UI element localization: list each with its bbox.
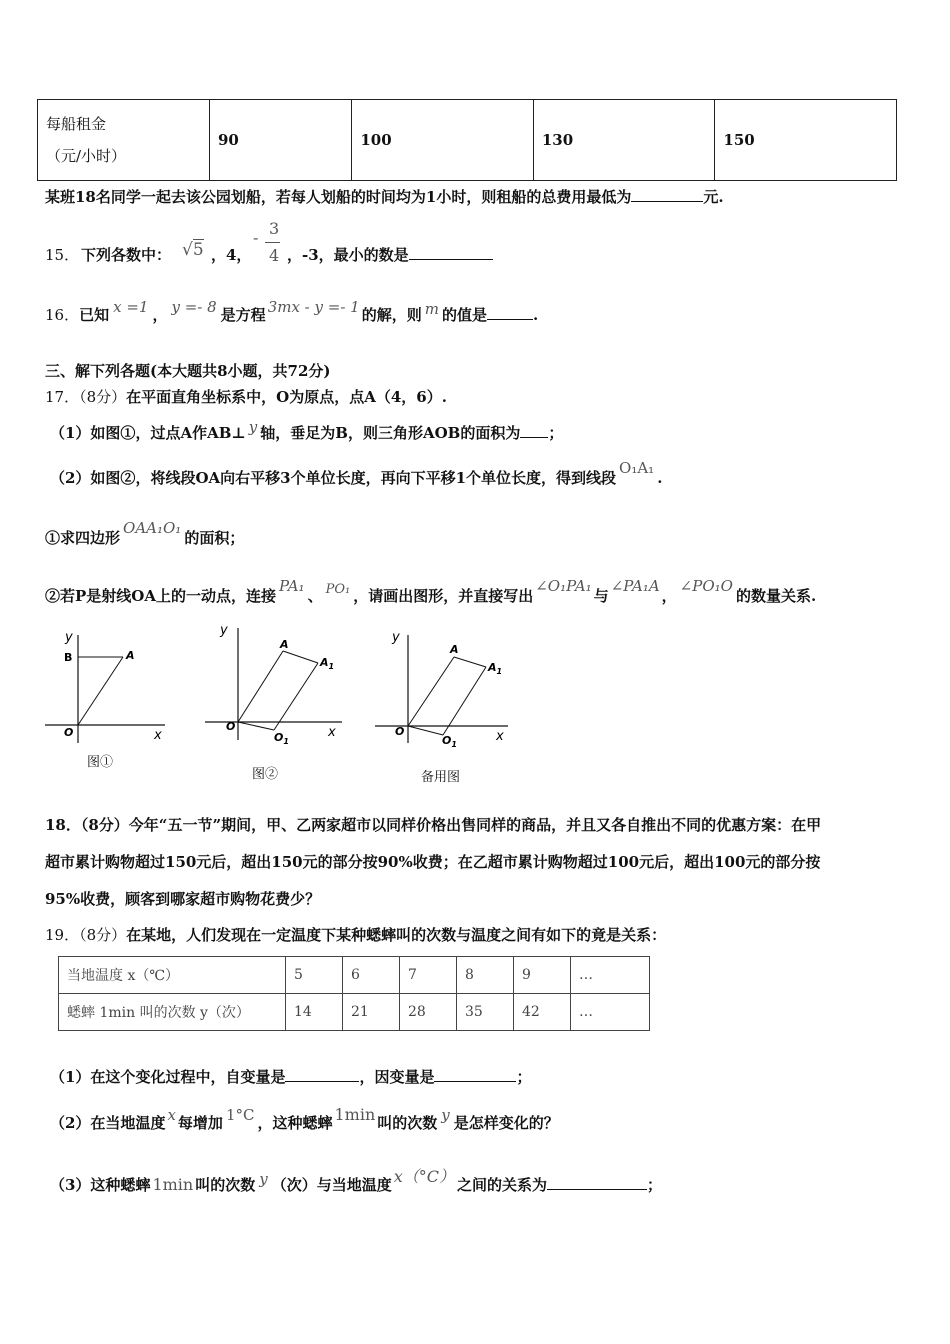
q19-p3-text3: （次）与当地温度 [271, 1176, 392, 1194]
q17-sub1 [45, 519, 245, 548]
q18-line1: 18．（8分）今年“五一节”期间，甲、乙两家超市以同样价格出售同样的商品，并且又各自推出不同的优惠方案：在甲 [45, 816, 822, 834]
rent-value: 90 [210, 100, 352, 181]
label-o1 [274, 731, 289, 746]
question-18 [45, 814, 821, 835]
table-cell: 14 [286, 994, 343, 1031]
q19-p2-text5: 是怎样变化的？ [453, 1114, 559, 1132]
sqrt-radicand: 5 [192, 240, 204, 260]
fraction-bar [265, 242, 280, 243]
q19-p2-text4: 叫的次数 [377, 1114, 438, 1132]
q16-mid2: 的解，则 [361, 306, 422, 324]
q16-period: . [532, 306, 539, 324]
table-cell: 21 [343, 994, 400, 1031]
q19-p3-text2: 叫的次数 [195, 1176, 256, 1194]
label-y: y [65, 630, 73, 645]
label-a1 [319, 656, 334, 671]
variable-y: y [259, 1170, 268, 1188]
table-row [38, 100, 897, 181]
table-cell: 35 [457, 994, 514, 1031]
label-x: x [328, 725, 336, 740]
label-x: x [496, 729, 504, 744]
label-o: O [395, 725, 405, 738]
label-a: A [450, 643, 459, 656]
q19-p3-text4: 之间的关系为 [457, 1176, 548, 1194]
row-label: 当地温度 x（℃） [59, 957, 286, 994]
q19-p3-end: ； [647, 1176, 663, 1194]
label-o1-sub: 1 [451, 740, 457, 749]
angle-o1pa1: ∠O₁PA₁ [535, 577, 592, 595]
answer-blank [631, 187, 703, 202]
segment-oa [408, 657, 454, 726]
rent-header-cell [38, 100, 210, 181]
q19-part1 [50, 1066, 531, 1087]
label-a1 [487, 661, 502, 676]
angle-po1o: ∠PO₁O [679, 577, 733, 595]
variable-x: x [167, 1106, 176, 1124]
question-16 [45, 298, 539, 325]
q15-sep1: ，4， [211, 246, 252, 264]
question-number: 19． [45, 926, 80, 944]
unit-min: 1min [334, 1105, 376, 1124]
label-a1-sub: 1 [496, 667, 503, 676]
q19-part3 [50, 1167, 663, 1195]
answer-blank [409, 245, 493, 260]
question-score: （8分） [79, 926, 127, 944]
q17-part2 [50, 459, 663, 488]
q17-s2-text: ②若P是射线OA上的一动点，连接 [45, 587, 276, 605]
figure-3-caption: 备用图 [421, 770, 461, 785]
fraction-denominator: 4 [269, 246, 280, 265]
figure-2 [200, 618, 350, 753]
table-cell: 7 [400, 957, 457, 994]
q15-prefix: 下列各数中： [81, 246, 172, 264]
figure-1 [40, 625, 180, 750]
q19-p2-text: （2）在当地温度 [50, 1114, 166, 1132]
q19-p1-text2: ，因变量是 [359, 1068, 435, 1086]
q17-s1-text2: 的面积； [184, 529, 245, 547]
q19-p1-text: （1）在这个变化过程中，自变量是 [50, 1068, 286, 1086]
segment-aa1 [283, 651, 318, 663]
equation-y: y =- 8 [171, 298, 217, 316]
q19-part2 [50, 1105, 559, 1133]
q17-stem: 在平面直角坐标系中，O为原点，点A（4，6）. [126, 388, 447, 406]
label-a1-letter: A [488, 661, 497, 674]
q16-prefix: 已知 [79, 306, 110, 324]
table-cell: 6 [343, 957, 400, 994]
segment-a1o1 [443, 667, 486, 735]
question-number: 17． [45, 388, 80, 406]
variable-y: y [441, 1106, 450, 1124]
q15-tail [287, 244, 493, 265]
label-a: A [126, 649, 135, 662]
q18-line2: 超市累计购物超过150元后，超出150元的部分按90%收费；在乙超市累计购物超过100元后，超出100元的部分按 [45, 853, 821, 871]
q17-s2-text2: ，请画出图形，并直接写出 [353, 587, 534, 605]
table-cell: 42 [514, 994, 571, 1031]
question-number: 15． [45, 246, 80, 264]
angle-pa1a: ∠PA₁A [610, 577, 660, 595]
question-score: （8分） [79, 388, 127, 406]
segment-oo1 [408, 726, 443, 735]
q14-end: 元. [703, 188, 724, 206]
figure-2-caption: 图② [252, 767, 279, 782]
segment-po1: PO₁ [325, 582, 351, 597]
q17-s2-comma: ， [661, 587, 677, 605]
answer-blank [434, 1067, 516, 1082]
q16-mid: 是方程 [220, 306, 266, 324]
equation-x: x =1 [113, 298, 149, 316]
label-o1 [442, 734, 457, 749]
q18-line3: 95%收费，顾客到哪家超市购物花费少？ [45, 890, 321, 908]
q16-comma: ， [152, 306, 168, 324]
variable-m: m [424, 300, 439, 318]
q17-s2-sep: 、 [307, 587, 323, 605]
row-label: 蟋蟀 1min 叫的次数 y（次） [59, 994, 286, 1031]
segment-o1a1: O₁A₁ [619, 459, 655, 477]
unit-min: 1min [152, 1175, 194, 1194]
q19-stem: 在某地，人们发现在一定温度下某种蟋蟀叫的次数与温度之间有如下的竟是关系： [126, 926, 667, 944]
q17-p1-text: （1）如图①，过点A作AB⊥ [50, 424, 246, 442]
table-cell: 8 [457, 957, 514, 994]
segment-oa [78, 657, 123, 725]
label-x: x [154, 728, 162, 743]
segment-oo1 [238, 722, 274, 730]
table-cell: 9 [514, 957, 571, 994]
q17-s2-and: 与 [593, 587, 609, 605]
q19-p1-end: ； [516, 1068, 532, 1086]
q14-tail [45, 186, 724, 207]
q19-p2-text2: 每增加 [177, 1114, 223, 1132]
rent-value: 150 [715, 100, 897, 181]
label-o1-letter: O [274, 731, 284, 744]
figure-3 [370, 625, 515, 750]
rent-table [37, 99, 897, 181]
table-cell: … [571, 957, 650, 994]
answer-blank [487, 305, 533, 320]
q17-p1-end: ； [548, 424, 564, 442]
q17-p2-end: . [657, 469, 663, 487]
label-o: O [64, 726, 74, 739]
segment-pa1: PA₁ [279, 577, 305, 595]
answer-blank [547, 1175, 647, 1190]
label-b: B [64, 651, 73, 664]
q17-sub2 [45, 577, 817, 606]
q19-p2-text3: ，这种蟋蟀 [257, 1114, 333, 1132]
question-17 [45, 386, 447, 407]
rent-header: 每船租金 [46, 115, 107, 133]
temperature-table [58, 956, 650, 1031]
label-a1-letter: A [320, 656, 329, 669]
segment-a1o1 [274, 663, 318, 730]
q14-text: 某班18名同学一起去该公园划船，若每人划船的时间均为1小时，则租船的总费用最低为 [45, 188, 632, 206]
figure-1-caption: 图① [87, 755, 114, 770]
section-title: 三、解下列各题(本大题共8小题，共72分) [45, 362, 331, 380]
q16-end: 的值是 [441, 306, 487, 324]
equation-main: 3mx - y =- 1 [267, 298, 360, 316]
segment-aa1 [454, 657, 486, 667]
variable-x-celsius: x（°C） [393, 1167, 456, 1186]
q17-p1-text2: 轴，垂足为B，则三角形AOB的面积为 [260, 424, 521, 442]
label-y: y [220, 623, 228, 638]
q15-sep2: ，-3，最小的数是 [287, 246, 409, 264]
q19-p3-text: （3）这种蟋蟀 [50, 1176, 151, 1194]
label-a: A [280, 638, 289, 651]
segment-oa [238, 651, 283, 722]
table-row [59, 957, 650, 994]
degree-celsius: 1°C [225, 1106, 255, 1124]
fraction-numerator: 3 [269, 219, 280, 238]
label-y: y [392, 630, 400, 645]
label-o1-letter: O [442, 734, 452, 747]
table-cell: 28 [400, 994, 457, 1031]
q17-s1-text: ①求四边形 [45, 529, 121, 547]
question-number: 16． [45, 306, 80, 324]
label-o: O [226, 720, 236, 733]
question-19 [45, 924, 666, 945]
fraction-sign: - [253, 228, 259, 247]
table-row [59, 994, 650, 1031]
table-cell: … [571, 994, 650, 1031]
label-o1-sub: 1 [283, 737, 289, 746]
rent-unit: （元/小时） [46, 147, 127, 165]
answer-blank [285, 1067, 359, 1082]
q17-part1 [50, 418, 564, 443]
rent-value: 100 [352, 100, 534, 181]
q17-p2-text: （2）如图②，将线段OA向右平移3个单位长度，再向下平移1个单位长度，得到线段 [50, 469, 617, 487]
table-cell: 5 [286, 957, 343, 994]
q17-s2-end: 的数量关系. [735, 587, 817, 605]
label-a1-sub: 1 [328, 662, 335, 671]
variable-y: y [248, 418, 258, 436]
rent-value: 130 [533, 100, 715, 181]
sqrt-expression: √5 [182, 240, 204, 260]
answer-blank [520, 423, 548, 438]
quadrilateral-label: OAA₁O₁ [123, 519, 182, 537]
